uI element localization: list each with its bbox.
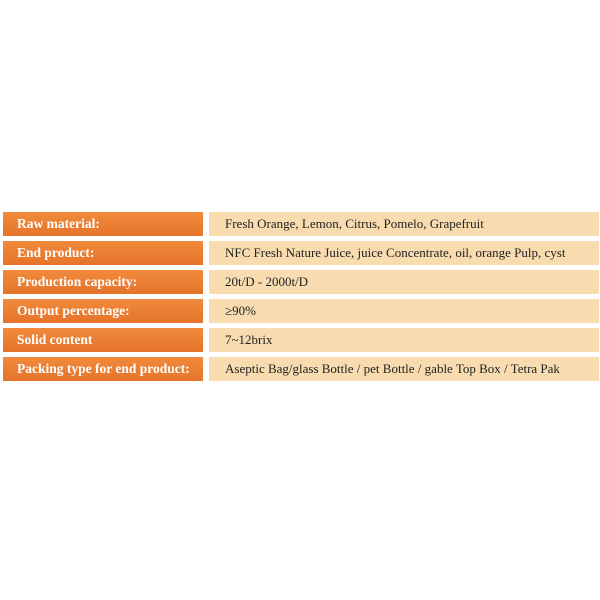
- spec-label: Production capacity:: [3, 270, 203, 294]
- spec-row-output-percentage: [3, 299, 599, 323]
- spec-value: Aseptic Bag/glass Bottle / pet Bottle / gable Top Box / Tetra Pak: [209, 357, 599, 381]
- spec-value: NFC Fresh Nature Juice, juice Concentrate, oil, orange Pulp, cyst: [209, 241, 599, 265]
- spec-value: 20t/D - 2000t/D: [209, 270, 599, 294]
- spec-row-solid-content: [3, 328, 599, 352]
- spec-row-end-product: [3, 241, 599, 265]
- spec-label: Packing type for end product:: [3, 357, 203, 381]
- spec-table: [3, 212, 599, 381]
- spec-label: Output percentage:: [3, 299, 203, 323]
- spec-row-packing-type: [3, 357, 599, 381]
- spec-label: Raw material:: [3, 212, 203, 236]
- spec-row-production-capacity: [3, 270, 599, 294]
- spec-label: End product:: [3, 241, 203, 265]
- spec-value: ≥90%: [209, 299, 599, 323]
- spec-row-raw-material: [3, 212, 599, 236]
- spec-value: Fresh Orange, Lemon, Citrus, Pomelo, Grapefruit: [209, 212, 599, 236]
- spec-value: 7~12brix: [209, 328, 599, 352]
- spec-label: Solid content: [3, 328, 203, 352]
